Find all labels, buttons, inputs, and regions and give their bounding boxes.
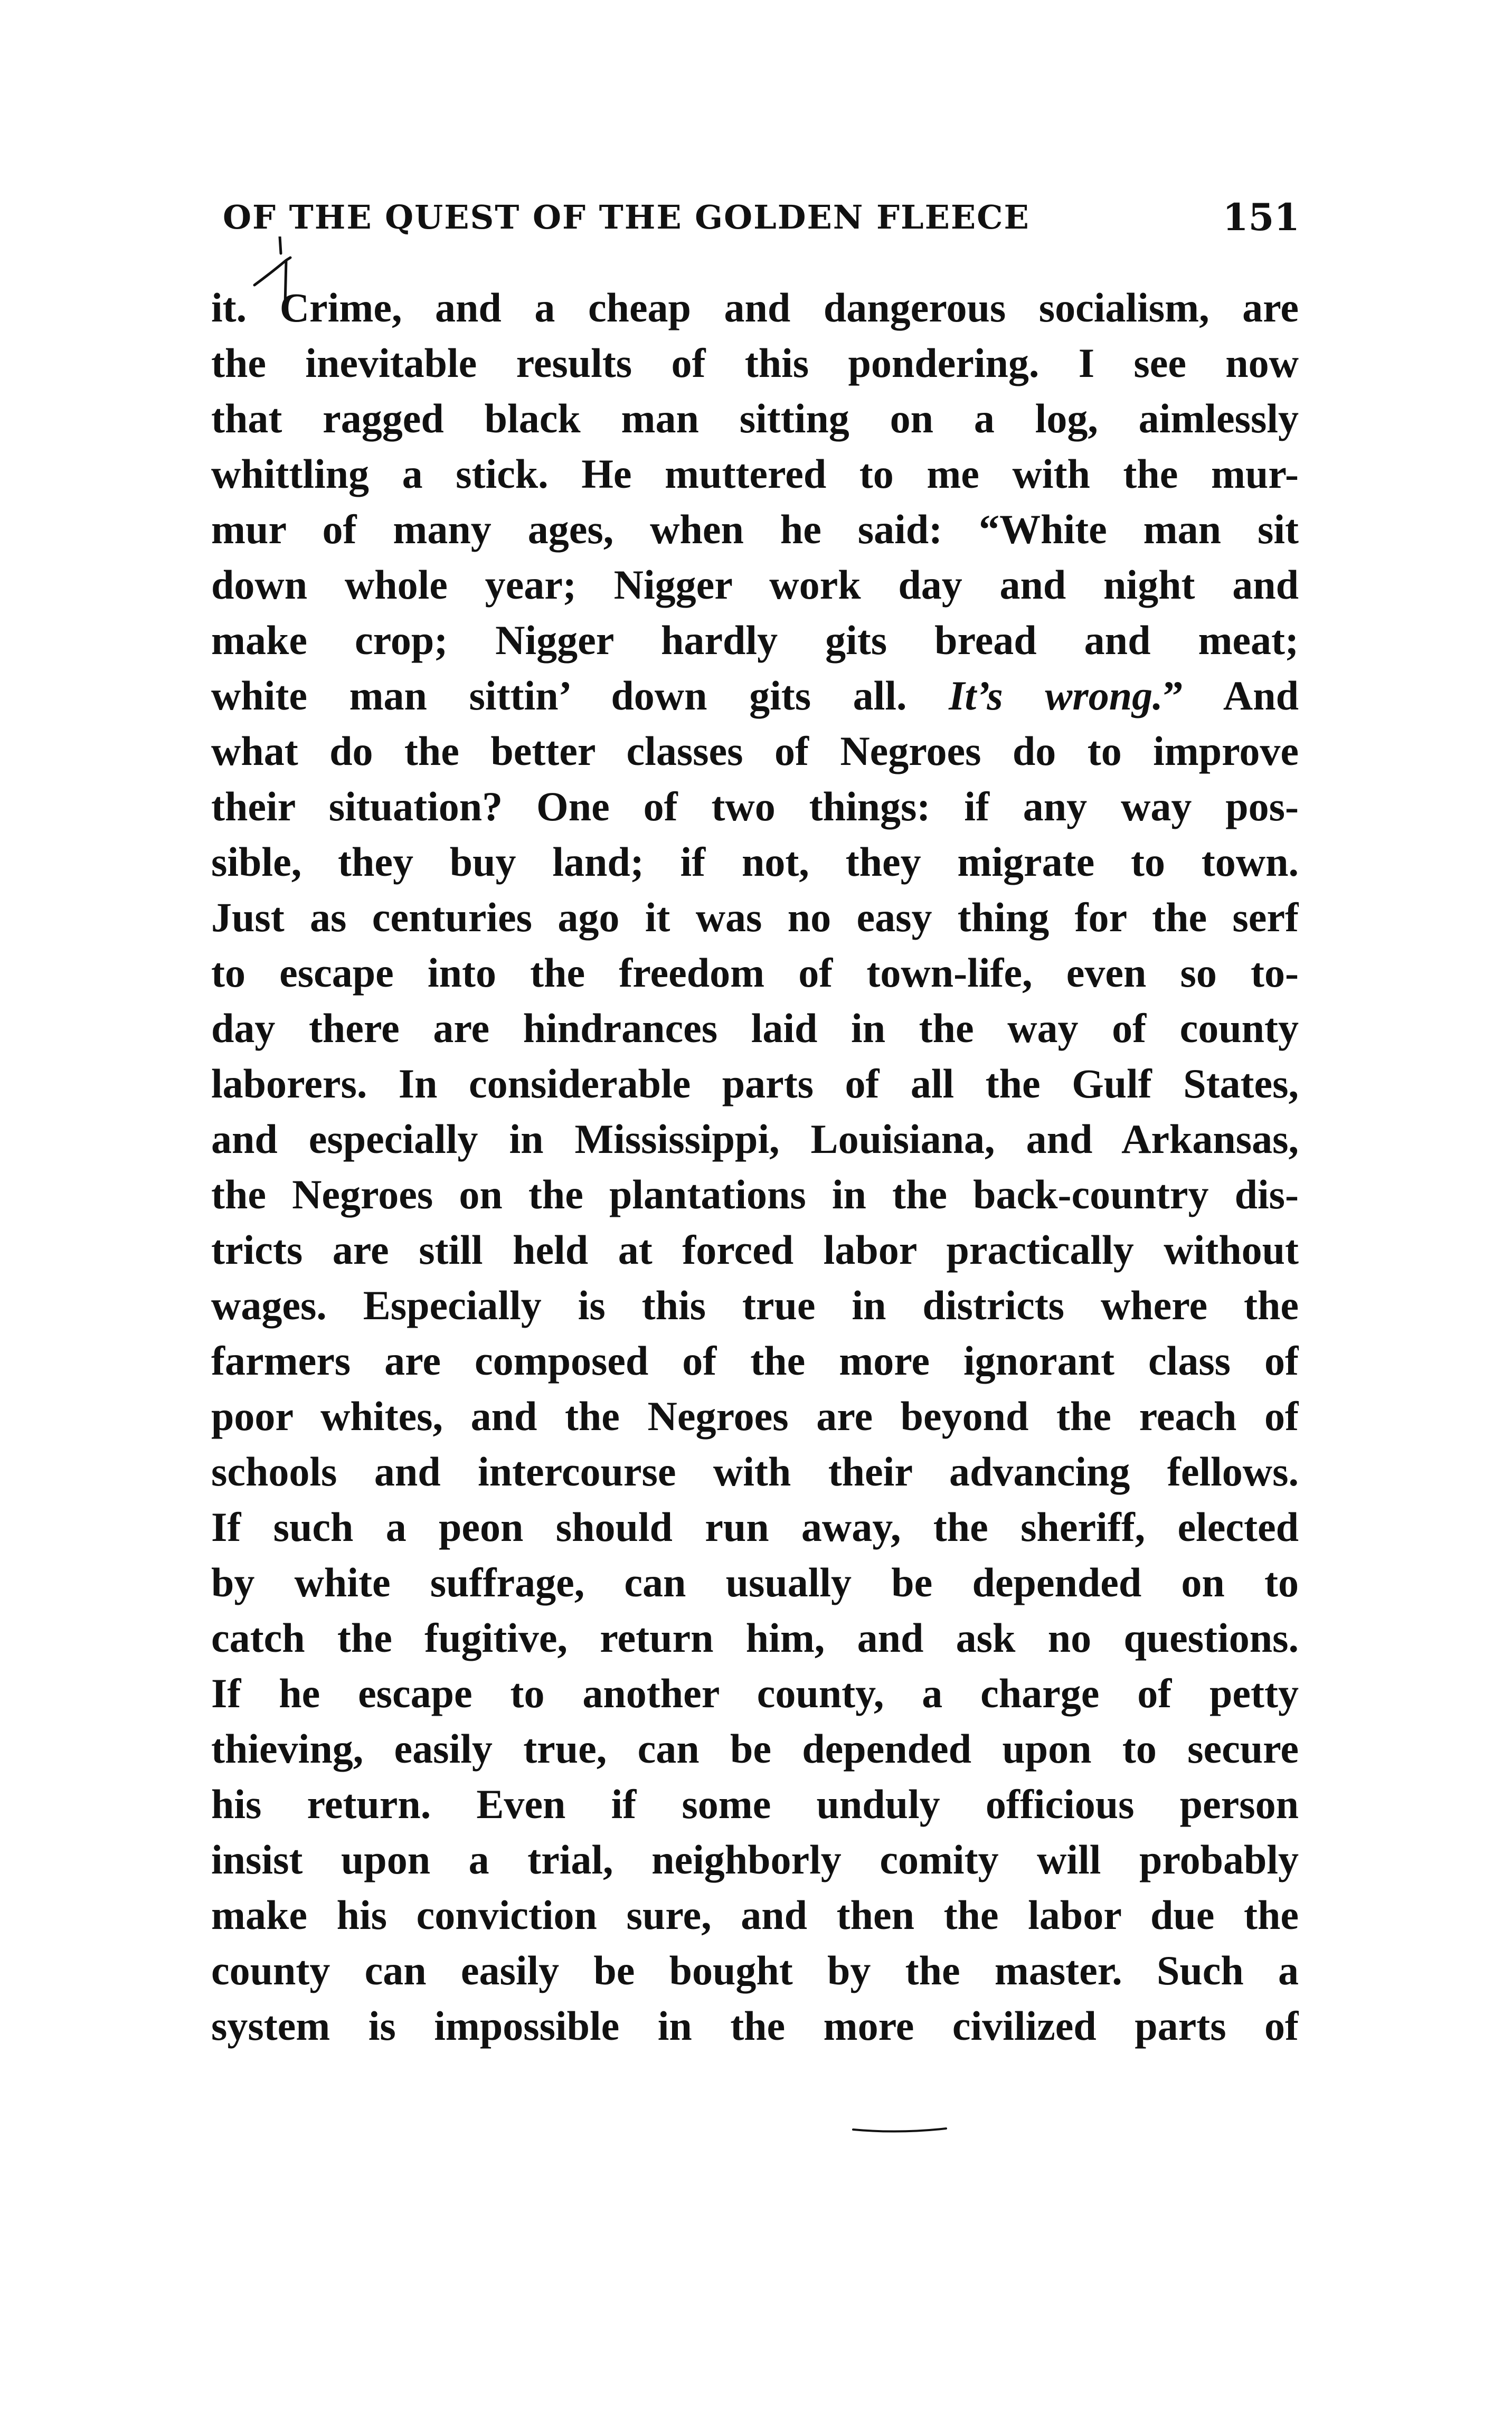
text-line: If such a peon should run away, the sheriff, elected bbox=[211, 1504, 1299, 1550]
text-line: the inevitable results of this pondering. I see now bbox=[211, 340, 1299, 386]
text-line-mixed bbox=[211, 668, 1299, 723]
text-line: catch the fugitive, return him, and ask no questions. bbox=[211, 1615, 1299, 1661]
italic-quote: It’s wrong. bbox=[949, 673, 1163, 718]
text-line: and especially in Mississippi, Louisiana, and Arkansas, bbox=[211, 1116, 1299, 1162]
text-line: farmers are composed of the more ignorant class of bbox=[211, 1338, 1299, 1384]
text-line: mur of many ages, when he said: “White man sit bbox=[211, 506, 1299, 552]
text-line: Just as centuries ago it was no easy thing for the serf bbox=[211, 894, 1299, 940]
text-line: county can easily be bought by the master. Such a bbox=[211, 1947, 1299, 1993]
text-line: wages. Especially is this true in districts where the bbox=[211, 1282, 1299, 1328]
text-line: thieving, easily true, can be depended upon to secure bbox=[211, 1726, 1299, 1772]
text-line: tricts are still held at forced labor practically without bbox=[211, 1227, 1299, 1273]
running-head bbox=[223, 191, 1300, 244]
text-line: their situation? One of two things: if any way pos- bbox=[211, 783, 1299, 829]
text-line: whittling a stick. He muttered to me with the mur- bbox=[211, 451, 1299, 497]
text-line: it. Crime, and a cheap and dangerous socialism, are bbox=[211, 285, 1299, 330]
running-title: OF THE QUEST OF THE GOLDEN FLEECE bbox=[223, 198, 1030, 236]
text-line: make his conviction sure, and then the labor due the bbox=[211, 1892, 1299, 1938]
text-line: insist upon a trial, neighborly comity will probably bbox=[211, 1837, 1299, 1882]
text-segment: ” And bbox=[1163, 673, 1299, 718]
page-number: 151 bbox=[1222, 195, 1300, 239]
text-line: the Negroes on the plantations in the back-country dis- bbox=[211, 1171, 1299, 1217]
handwritten-underline-icon bbox=[852, 2122, 947, 2138]
text-line: laborers. In considerable parts of all the Gulf States, bbox=[211, 1061, 1299, 1106]
text-line: make crop; Nigger hardly gits bread and meat; bbox=[211, 617, 1299, 663]
text-segment: white man sittin’ down gits all. bbox=[211, 673, 907, 718]
text-line: system is impossible in the more civilized parts of bbox=[211, 2003, 1299, 2049]
text-line: down whole year; Nigger work day and night and bbox=[211, 562, 1299, 608]
text-line: by white suffrage, can usually be depended on to bbox=[211, 1559, 1299, 1605]
body-text bbox=[211, 280, 1299, 2054]
text-line: what do the better classes of Negroes do to improve bbox=[211, 728, 1299, 774]
text-line: that ragged black man sitting on a log, aimlessly bbox=[211, 395, 1299, 441]
text-line: day there are hindrances laid in the way of county bbox=[211, 1005, 1299, 1051]
text-line: schools and intercourse with their advancing fellows. bbox=[211, 1449, 1299, 1494]
text-line: poor whites, and the Negroes are beyond the reach of bbox=[211, 1393, 1299, 1439]
text-line: sible, they buy land; if not, they migrate to town. bbox=[211, 839, 1299, 885]
text-line: his return. Even if some unduly officious person bbox=[211, 1781, 1299, 1827]
text-line: If he escape to another county, a charge of petty bbox=[211, 1670, 1299, 1716]
text-line: to escape into the freedom of town-life, even so to- bbox=[211, 950, 1299, 996]
